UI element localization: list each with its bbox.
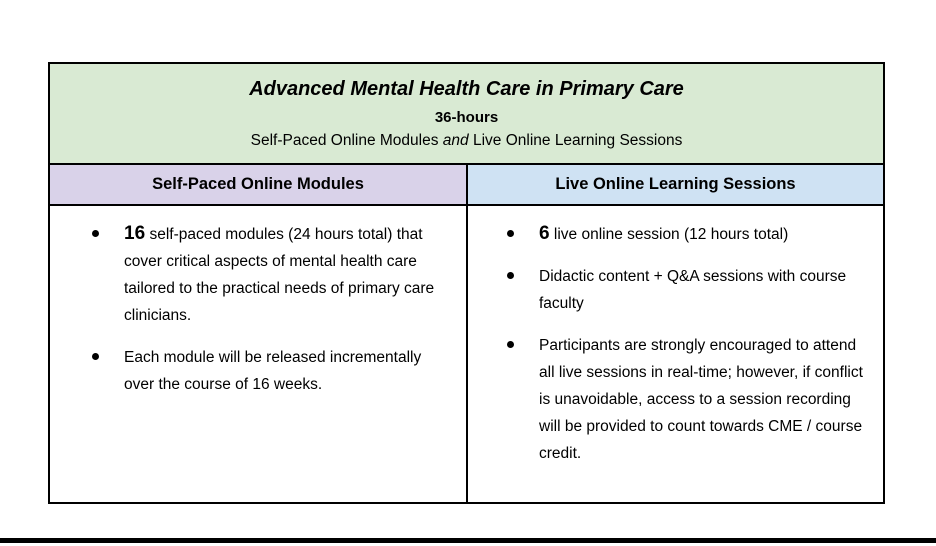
column-header-live-sessions: Live Online Learning Sessions xyxy=(468,165,883,204)
bullet-icon xyxy=(92,230,99,237)
bullet-text: Participants are strongly encouraged to attend all live sessions in real-time; however, if conflict is unavoidable, access to a session recording will be provided to count towards CME / course credit. xyxy=(539,337,863,462)
course-hours: 36-hours xyxy=(434,109,499,126)
course-subtitle xyxy=(60,130,873,152)
live-sessions-content-cell xyxy=(468,206,883,502)
list-item xyxy=(468,262,865,317)
table-title-header xyxy=(50,64,883,165)
bullet-text: self-paced modules (24 hours total) that cover critical aspects of mental health care tailored to the practical needs of primary care clinicians. xyxy=(124,226,435,324)
column-header-self-paced: Self-Paced Online Modules xyxy=(50,165,468,204)
subtitle-part2: Live Online Learning Sessions xyxy=(468,132,683,149)
list-item xyxy=(468,331,865,467)
course-table xyxy=(48,62,885,504)
bullet-text: Each module will be released incrementally over the course of 16 weeks. xyxy=(124,349,422,393)
bullet-icon xyxy=(92,353,99,360)
live-sessions-bullet-list xyxy=(468,220,883,467)
page-edge-bar xyxy=(0,538,936,543)
subtitle-part1: Self-Paced Online Modules xyxy=(250,132,443,149)
column-header-row xyxy=(50,165,883,206)
list-item xyxy=(468,220,865,248)
self-paced-bullet-list xyxy=(50,220,466,398)
bullet-text: live online session (12 hours total) xyxy=(549,226,789,243)
course-title: Advanced Mental Health Care in Primary Care xyxy=(249,78,684,100)
subtitle-emphasis: and xyxy=(442,132,469,149)
list-item xyxy=(50,343,436,398)
bullet-lead: 16 xyxy=(124,223,146,244)
bullet-text: Didactic content + Q&A sessions with course faculty xyxy=(539,268,847,312)
list-item xyxy=(50,220,436,329)
bullet-icon xyxy=(507,272,514,279)
bullet-lead: 6 xyxy=(539,223,550,244)
bullet-icon xyxy=(507,341,514,348)
content-row xyxy=(50,206,883,502)
self-paced-content-cell xyxy=(50,206,468,502)
bullet-icon xyxy=(507,230,514,237)
